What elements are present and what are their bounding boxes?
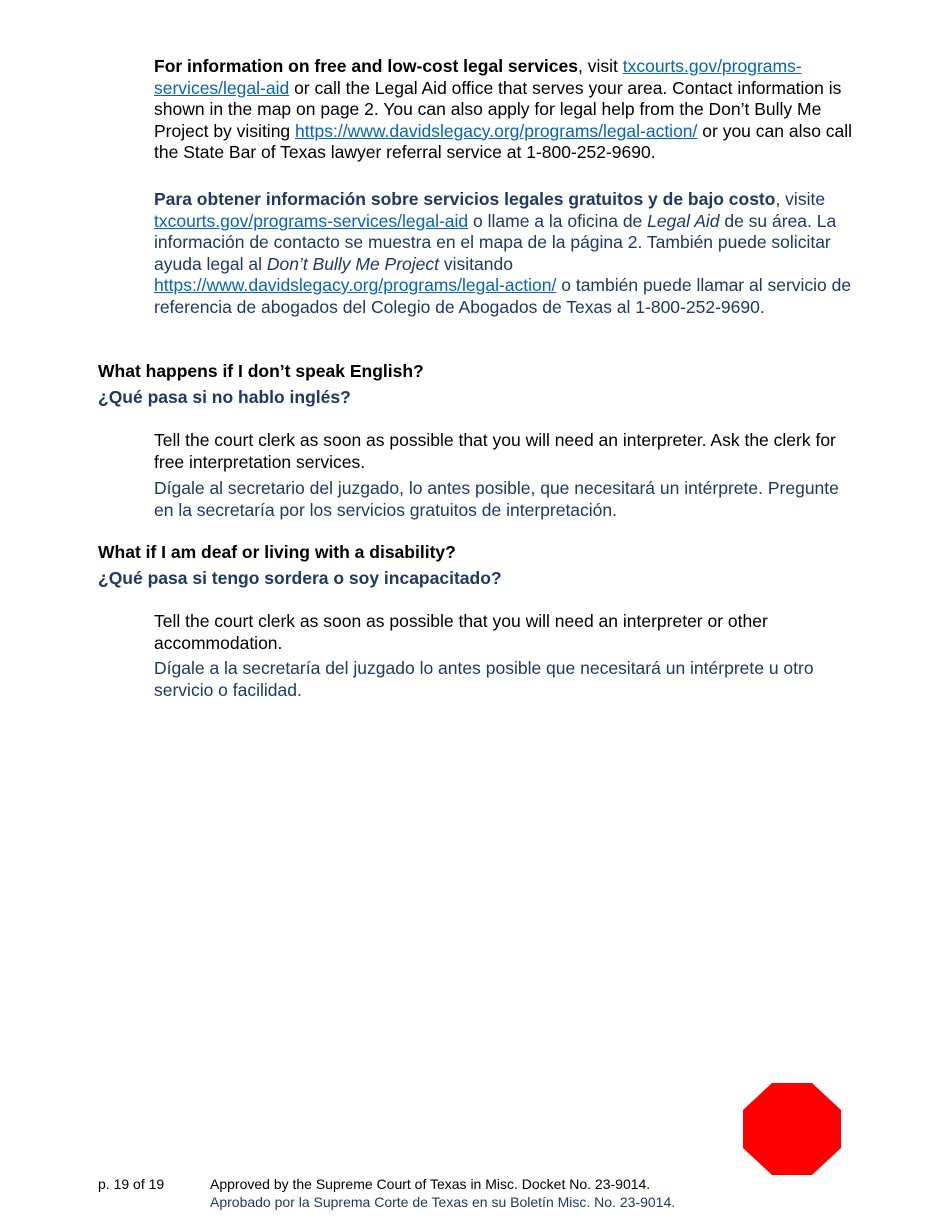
legal-services-es-text-3: de su área. La información de contacto se muestra en el mapa de la página 2. También puede solicitar ayuda legal al: [154, 210, 837, 274]
dont-bully-me-italic: Don’t Bully Me Project: [266, 253, 440, 274]
legal-services-en-text-1: , visit: [577, 56, 623, 76]
davids-legacy-link-es[interactable]: https://www.davidslegacy.org/programs/legal-action/: [154, 275, 557, 295]
legal-services-en-text-2: or call the Legal Aid office that serves your area. Contact information is shown in the map on page 2. You can also apply for legal help from the Don’t Bully Me Project by visiting: [154, 77, 842, 141]
english-body-es: Dígale al secretario del juzgado, lo antes posible, que necesitará un intérprete. Pregunte en la secretaría por los servicios gratuitos de interpretación.: [154, 478, 839, 520]
disability-heading: What if I am deaf or living with a disability?: [98, 542, 456, 562]
english-heading: What happens if I don’t speak English?: [98, 361, 424, 381]
legal-services-es-text-2: o llame a la oficina de: [468, 210, 648, 231]
disability-body: Tell the court clerk as soon as possible that you will need an interpreter or other accommodation.: [154, 611, 768, 653]
legal-services-es-text-5: o también puede llamar al servicio de referencia de abogados del Colegio de Abogados de Texas al 1-800-252-9690.: [154, 275, 852, 317]
page-number: p. 19 of 19: [98, 1176, 165, 1192]
disability-heading-es: ¿Qué pasa si tengo sordera o soy incapacitado?: [98, 568, 502, 588]
davids-legacy-link[interactable]: https://www.davidslegacy.org/programs/legal-action/: [295, 120, 698, 141]
approved-en: Approved by the Supreme Court of Texas in Misc. Docket No. 23-9014.: [210, 1176, 651, 1192]
legal-services-es-bold: Para obtener información sobre servicios legales gratuitos y de bajo costo: [154, 189, 776, 209]
legal-aid-italic: Legal Aid: [647, 210, 720, 231]
approved-es: Aprobado por la Suprema Corte de Texas en su Boletín Misc. No. 23-9014.: [210, 1194, 676, 1210]
english-body: Tell the court clerk as soon as possible that you will need an interpreter. Ask the clerk for free interpretation services.: [154, 430, 836, 472]
legal-services-es: [154, 189, 860, 318]
legal-services-en-bold: For information on free and low-cost legal services: [154, 56, 578, 76]
legal-services-es-text-1: , visite: [775, 189, 826, 209]
disability-body-es: Dígale a la secretaría del juzgado lo antes posible que necesitará un intérprete u otro servicio o facilidad.: [154, 658, 814, 700]
legal-services-en: [154, 56, 860, 164]
stop-sign-icon: [743, 1083, 841, 1175]
legal-services-en-text-3: or you can also call the State Bar of Texas lawyer referral service at 1-800-252-9690.: [154, 120, 853, 162]
legal-aid-link-es[interactable]: txcourts.gov/programs-services/legal-aid: [154, 210, 469, 231]
english-heading-es: ¿Qué pasa si no hablo inglés?: [98, 387, 351, 407]
legal-services-es-text-4: visitando: [439, 253, 513, 274]
legal-aid-link[interactable]: txcourts.gov/programs-services/legal-aid: [154, 56, 802, 98]
